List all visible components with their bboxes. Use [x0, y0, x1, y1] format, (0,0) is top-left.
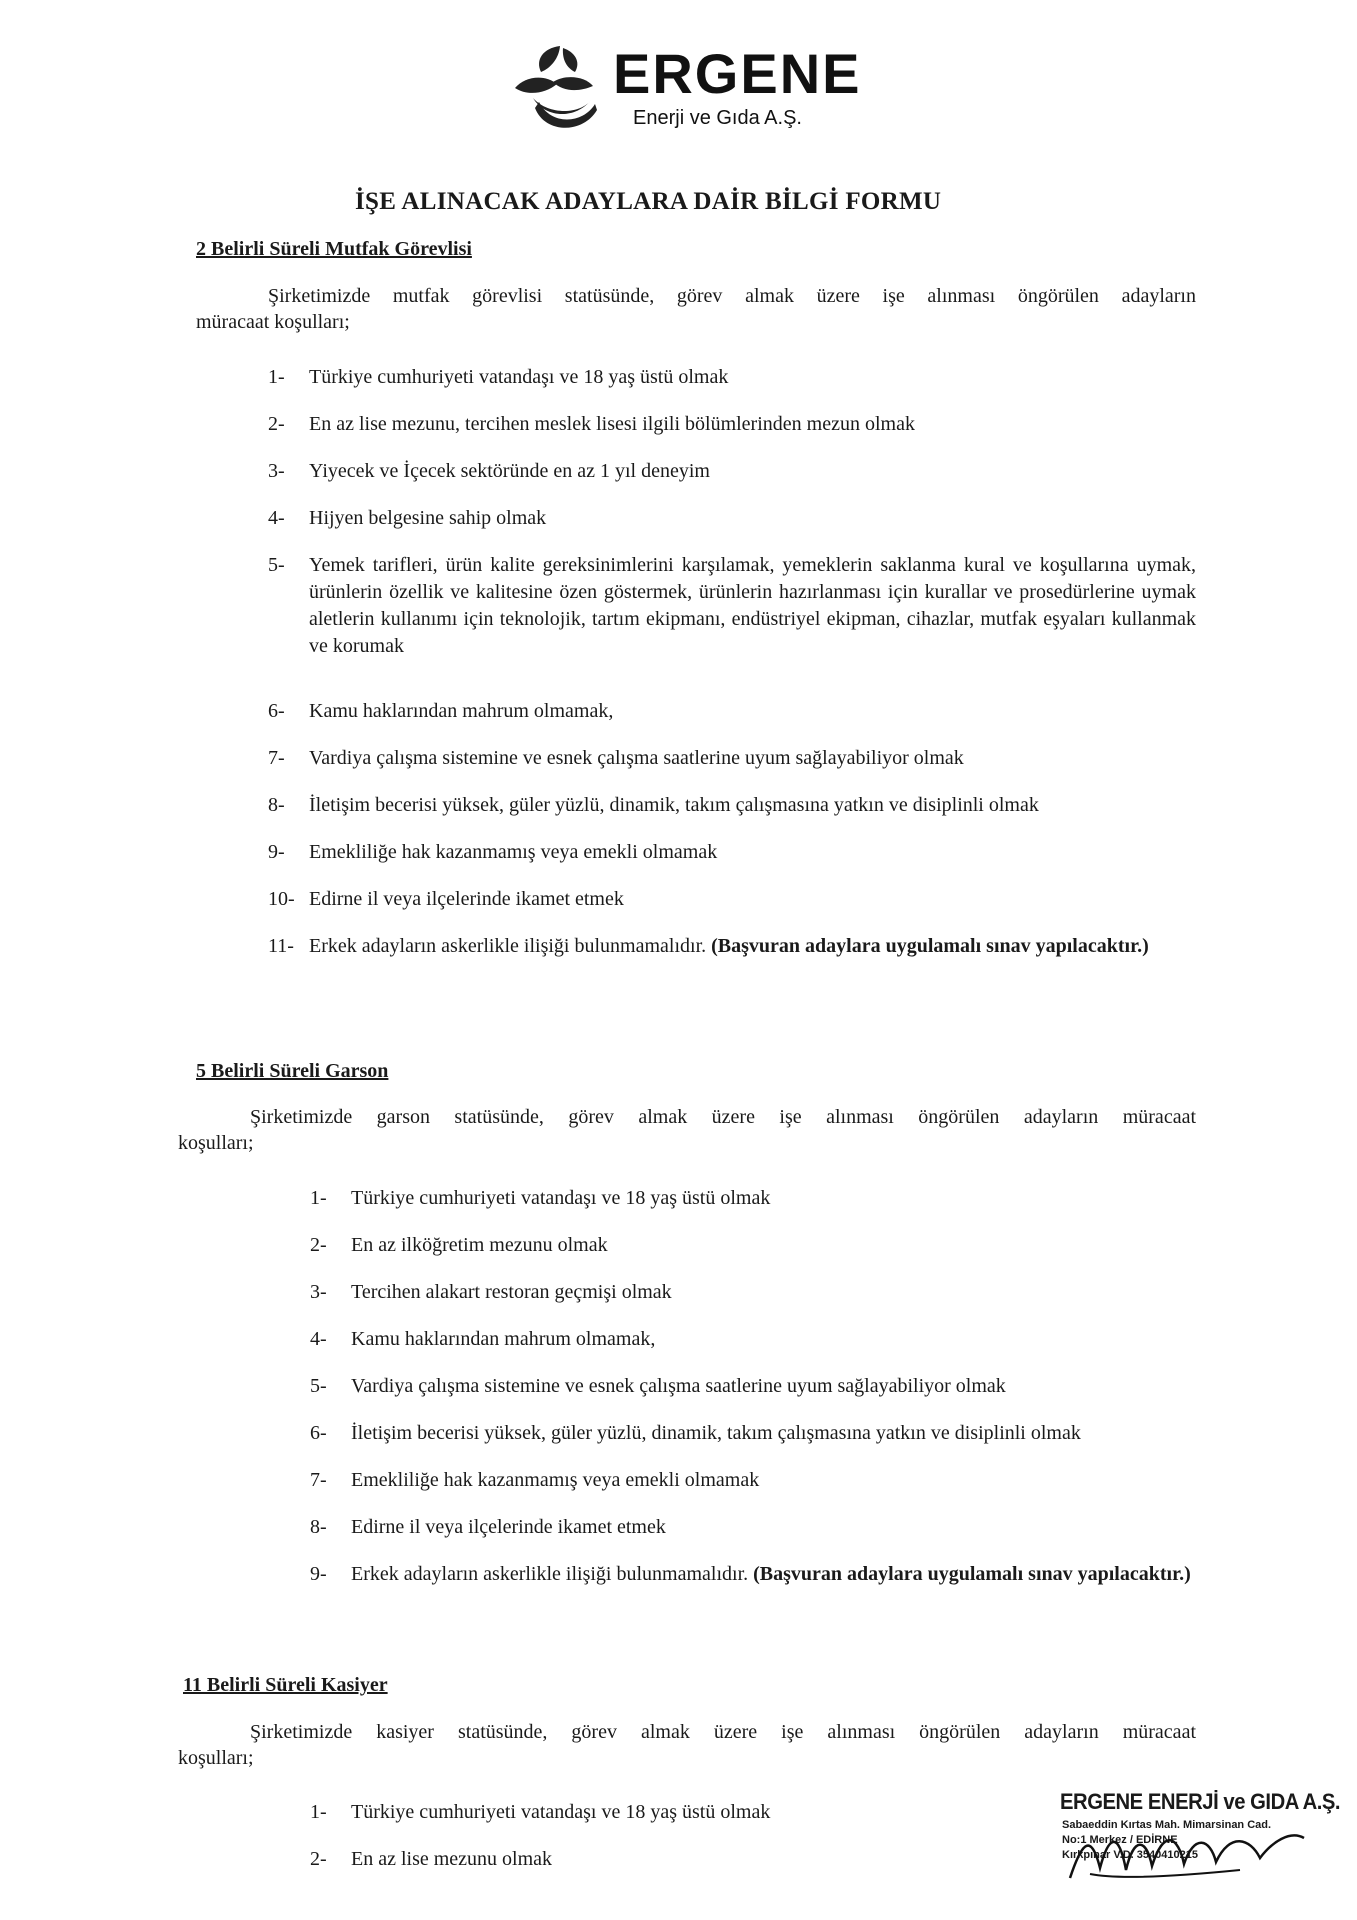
intro-line-1: Şirketimizde kasiyer statüsünde, görev almak üzere işe alınması öngörülen adayların müracaat	[250, 1721, 1196, 1743]
item-number: 1-	[310, 1187, 327, 1209]
intro-line-2: müracaat koşulları;	[196, 311, 350, 333]
leaf-logo-icon	[505, 38, 615, 138]
item-text: İletişim becerisi yüksek, güler yüzlü, dinamik, takım çalışmasına yatkın ve disiplinli olmak	[309, 794, 1039, 816]
item-number: 8-	[268, 794, 285, 816]
intro-line-2: koşulları;	[178, 1747, 254, 1769]
item-number: 8-	[310, 1516, 327, 1538]
list-item	[310, 1799, 1010, 1846]
section-intro-garson	[178, 1104, 1196, 1156]
stamp-address-line: Sabaeddin Kırtas Mah. Mimarsinan Cad.	[1062, 1819, 1272, 1831]
section-heading-garson: 5 Belirli Süreli Garson	[196, 1060, 389, 1082]
item-text: Yiyecek ve İçecek sektöründe en az 1 yıl deneyim	[309, 460, 710, 482]
requirements-list-mutfak	[268, 364, 1196, 1003]
item-text: Erkek adayların askerlikle ilişiği bulunmamalıdır.	[351, 1563, 749, 1585]
section-heading-kasiyer: 11 Belirli Süreli Kasiyer	[183, 1674, 388, 1696]
list-item	[310, 1185, 1198, 1232]
company-logo	[505, 38, 862, 138]
item-number: 2-	[268, 413, 285, 435]
item-number: 6-	[268, 700, 285, 722]
item-text: Edirne il veya ilçelerinde ikamet etmek	[309, 888, 624, 910]
item-number: 7-	[310, 1469, 327, 1491]
list-item	[310, 1279, 1198, 1326]
item-number: 9-	[268, 841, 285, 863]
list-item	[310, 1467, 1198, 1514]
item-text: Vardiya çalışma sistemine ve esnek çalışma saatlerine uyum sağlayabiliyor olmak	[351, 1375, 1006, 1397]
list-item	[310, 1373, 1198, 1420]
list-item	[268, 839, 1196, 886]
stamp-address-line: Kırkpınar V.D. 3540410215	[1062, 1848, 1198, 1861]
item-text: Edirne il veya ilçelerinde ikamet etmek	[351, 1516, 666, 1538]
list-item	[310, 1232, 1198, 1279]
item-number: 7-	[268, 747, 285, 769]
page-title: İŞE ALINACAK ADAYLARA DAİR BİLGİ FORMU	[355, 188, 942, 215]
item-number: 1-	[268, 366, 285, 388]
item-text: Vardiya çalışma sistemine ve esnek çalışma saatlerine uyum sağlayabiliyor olmak	[309, 747, 964, 769]
list-item	[268, 698, 1196, 745]
company-stamp	[1060, 1788, 1341, 1888]
list-item	[268, 552, 1196, 698]
list-item	[310, 1561, 1198, 1631]
section-intro-mutfak	[196, 283, 1196, 335]
intro-line-1: Şirketimizde mutfak görevlisi statüsünde, görev almak üzere işe alınması öngörülen adayların	[268, 285, 1196, 307]
list-item	[268, 364, 1196, 411]
item-text: Emekliliğe hak kazanmamış veya emekli olmamak	[351, 1469, 760, 1491]
list-item	[310, 1514, 1198, 1561]
item-note-bold: (Başvuran adaylara uygulamalı sınav yapılacaktır.)	[753, 1563, 1191, 1585]
list-item	[268, 745, 1196, 792]
item-text: Hijyen belgesine sahip olmak	[309, 507, 547, 529]
logo-subtitle: Enerji ve Gıda A.Ş.	[633, 107, 802, 129]
intro-line-2: koşulları;	[178, 1132, 254, 1154]
item-note-bold: (Başvuran adaylara uygulamalı sınav yapılacaktır.)	[711, 935, 1149, 957]
item-number: 5-	[310, 1375, 327, 1397]
requirements-list-garson	[310, 1185, 1198, 1631]
item-text: Emekliliğe hak kazanmamış veya emekli olmamak	[309, 841, 718, 863]
list-item	[268, 411, 1196, 458]
item-text: En az lise mezunu, tercihen meslek lisesi ilgili bölümlerinden mezun olmak	[309, 413, 915, 435]
list-item	[310, 1846, 1010, 1893]
list-item	[268, 886, 1196, 933]
item-number: 4-	[268, 507, 285, 529]
section-heading-mutfak: 2 Belirli Süreli Mutfak Görevlisi	[196, 238, 472, 260]
item-number: 11-	[268, 935, 294, 957]
stamp-address-line: No:1 Merkez / EDİRNE	[1062, 1833, 1178, 1846]
list-item	[268, 933, 1196, 1003]
item-number: 4-	[310, 1328, 327, 1350]
item-number: 6-	[310, 1422, 327, 1444]
item-number: 1-	[310, 1801, 327, 1823]
item-number: 9-	[310, 1563, 327, 1585]
item-number: 10-	[268, 888, 295, 910]
item-number: 2-	[310, 1234, 327, 1256]
list-item	[310, 1420, 1198, 1467]
list-item	[268, 792, 1196, 839]
stamp-company-name: ERGENE ENERJİ ve GIDA A.Ş.	[1060, 1789, 1341, 1814]
list-item	[268, 458, 1196, 505]
item-text: Türkiye cumhuriyeti vatandaşı ve 18 yaş üstü olmak	[351, 1801, 771, 1823]
intro-line-1: Şirketimizde garson statüsünde, görev almak üzere işe alınması öngörülen adayların müracaat	[250, 1106, 1196, 1128]
item-number: 5-	[268, 554, 285, 576]
list-item	[310, 1326, 1198, 1373]
item-number: 2-	[310, 1848, 327, 1870]
item-text: Yemek tarifleri, ürün kalite gereksinimlerini karşılamak, yemeklerin saklanma kural ve koşullarına uymak, ürünlerin özellik ve kalitesine özen göstermek, ürünlerin hazırlanması için kurallar ve prosedürlerine uymak aletlerin kullanımı için teknolojik, tartım ekipmanı, endüstriyel ekipman, cihazlar, mutfak eşyaları kullanmak ve korumak	[309, 554, 1196, 657]
item-text: İletişim becerisi yüksek, güler yüzlü, dinamik, takım çalışmasına yatkın ve disiplinli olmak	[351, 1422, 1081, 1444]
signature-icon	[1060, 1808, 1310, 1888]
item-text: En az ilköğretim mezunu olmak	[351, 1234, 608, 1256]
item-text: Tercihen alakart restoran geçmişi olmak	[351, 1281, 672, 1303]
item-text: Kamu haklarından mahrum olmamak,	[309, 700, 614, 722]
item-number: 3-	[310, 1281, 327, 1303]
item-text: Kamu haklarından mahrum olmamak,	[351, 1328, 656, 1350]
list-item	[268, 505, 1196, 552]
logo-brand-text: ERGENE	[613, 42, 862, 105]
item-text: Türkiye cumhuriyeti vatandaşı ve 18 yaş üstü olmak	[309, 366, 729, 388]
item-text: En az lise mezunu olmak	[351, 1848, 553, 1870]
section-intro-kasiyer	[178, 1719, 1196, 1771]
item-text: Türkiye cumhuriyeti vatandaşı ve 18 yaş üstü olmak	[351, 1187, 771, 1209]
requirements-list-kasiyer	[310, 1799, 1010, 1893]
item-number: 3-	[268, 460, 285, 482]
item-text: Erkek adayların askerlikle ilişiği bulunmamalıdır.	[309, 935, 707, 957]
